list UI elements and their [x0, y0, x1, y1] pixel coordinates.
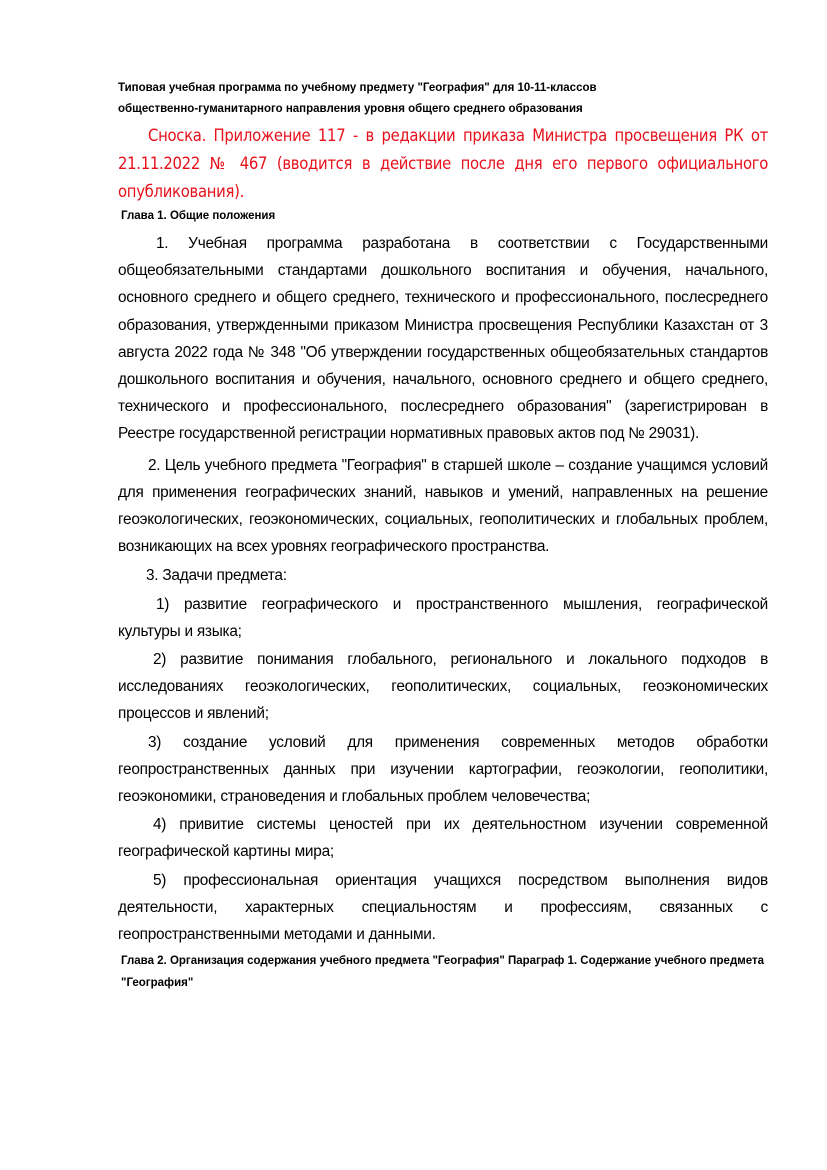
- task-item-3: 3) создание условий для применения современных методов обработки геопространственных данных при изучении картографии, геоэкологии, геополитики, геоэкономики, страноведения и глобальных проблем человечества;: [118, 733, 768, 806]
- task-item-5: 5) профессиональная ориентация учащихся посредством выполнения видов деятельности, характерных специальностям и профессиям, связанных с геопространственными методами и данными.: [118, 871, 768, 944]
- chapter-1-heading: Глава 1. Общие положения: [121, 210, 276, 222]
- document-page: [118, 78, 768, 994]
- paragraph-2: 2. Цель учебного предмета "География" в старшей школе – создание учащимся условий для применения географических знаний, навыков и умений, направленных на решение геоэкологических, геоэкономических, социальных, геополитических и глобальных проблем, возникающих на всех уровнях географического пространства.: [118, 456, 768, 556]
- document-title-line-2: общественно-гуманитарного направления уровня общего среднего образования: [118, 103, 583, 115]
- chapter-2-heading: Глава 2. Организация содержания учебного предмета "География" Параграф 1. Содержание учебного предмета "География": [121, 955, 765, 990]
- task-item-1: 1) развитие географического и пространственного мышления, географической культуры и языка;: [118, 595, 768, 640]
- paragraph-1: 1. Учебная программа разработана в соответствии с Государственными общеобязательными стандартами дошкольного воспитания и обучения, начального, основного среднего и общего среднего, технического и профессионального, послесреднего образования, утвержденными приказом Министра просвещения Республики Казахстан от 3 августа 2022 года № 348 "Об утверждении государственных общеобязательных стандартов дошкольного воспитания и обучения, начального, основного среднего и общего среднего, технического и профессионального, послесреднего образования" (зарегистрирован в Реестре государственной регистрации нормативных правовых актов под № 29031).: [118, 235, 768, 443]
- paragraph-3: 3. Задачи предмета:: [146, 567, 287, 585]
- footnote: Сноска. Приложение 117 - в редакции приказа Министра просвещения РК от 21.11.2022 № 467 (вводится в действие после дня его первого официального опубликования).: [118, 126, 768, 201]
- task-item-4: 4) привитие системы ценостей при их деятельностном изучении современной географической картины мира;: [118, 816, 768, 861]
- task-item-2: 2) развитие понимания глобального, регионального и локального подходов в исследованиях геоэкологических, геополитических, социальных, геоэкономических процессов и явлений;: [118, 651, 768, 723]
- document-title-line-1: Типовая учебная программа по учебному предмету "География" для 10-11-классов: [118, 82, 597, 94]
